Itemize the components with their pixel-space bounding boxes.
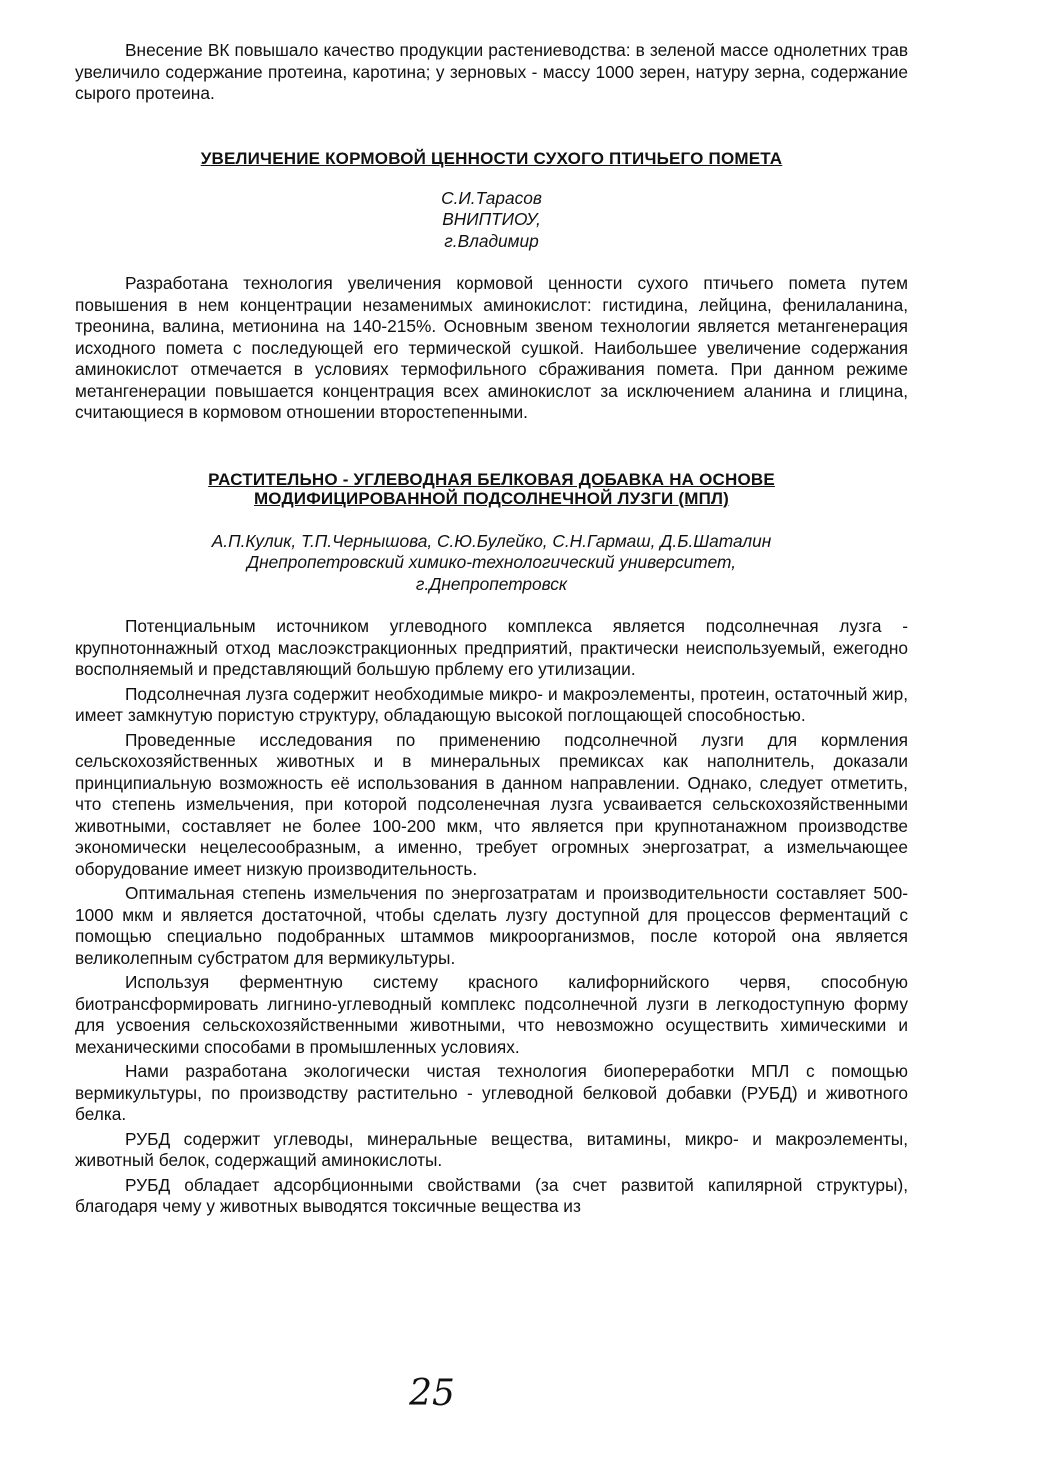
article1-title: УВЕЛИЧЕНИЕ КОРМОВОЙ ЦЕННОСТИ СУХОГО ПТИЧЬЕГО ПОМЕТА	[200, 148, 783, 168]
article2-paragraph: Используя ферментную систему красного калифорнийского червя, способную биотрансформировать лигнино-углеводный комплекс подсолнечной лузги в легкодоступную форму для усвоения сельскохозяйственными животными, что невозможно осуществить химическими и механическими способами в промышленных условиях.	[75, 972, 908, 1057]
article2-title	[75, 470, 908, 508]
article2-paragraph: РУБД обладает адсорбционными свойствами (за счет развитой капилярной структуры), благодаря чему у животных выводятся токсичные вещества из	[75, 1174, 908, 1216]
article2-body	[75, 616, 908, 1218]
article2-paragraph: Подсолнечная лузга содержит необходимые микро- и макроэлементы, протеин, остаточный жир, имеет замкнутую пористую структуру, обладающую высокой поглощающей способностью.	[75, 683, 908, 725]
article2-paragraph: Оптимальная степень измельчения по энергозатратам и производительности составляет 500-1000 мкм и является достаточной, чтобы сделать лузгу доступной для процессов ферментаций с помощью специально подобранных штаммов микроорганизмов, после которой она является великолепным субстратом для вермикультуры.	[75, 883, 908, 968]
article2-paragraph: Потенциальным источником углеводного комплекса является подсолнечная лузга - крупнотоннажный отход маслоэкстракционных предприятий, практически неиспользуемый, ежегодно восполняемый и представляющий большую прблему его утилизации.	[75, 616, 908, 679]
article2-paragraph: Нами разработана экологически чистая технология биопереработки МПЛ с помощью вермикультуры, по производству растительно - углеводной белковой добавки (РУБД) и животного белка.	[75, 1061, 908, 1124]
page-number: 25	[409, 1373, 455, 1414]
article1-author: С.И.Тарасов	[441, 187, 542, 208]
article1-byline	[75, 188, 908, 253]
article2-authors: А.П.Кулик, Т.П.Чернышова, С.Ю.Булейко, С.Н.Гармаш, Д.Б.Шаталин	[211, 530, 772, 551]
article1-institution: ВНИПТИОУ,	[442, 209, 541, 229]
article2-city: г.Днепропетровск	[415, 573, 568, 594]
article1-city: г.Владимир	[444, 230, 539, 251]
article2-paragraph: РУБД содержит углеводы, минеральные вещества, витамины, микро- и макроэлементы, животный белок, содержащий аминокислоты.	[75, 1128, 908, 1170]
page-content	[75, 40, 908, 1218]
article2-title-line2: МОДИФИЦИРОВАННОЙ ПОДСОЛНЕЧНОЙ ЛУЗГИ (МПЛ)	[253, 488, 730, 508]
article2-paragraph: Проведенные исследования по применению подсолнечной лузги для кормления сельскохозяйственных животных и в минеральных премиксах как наполнитель, доказали принципиальную возможность её использования в данном направлении. Однако, следует отметить, что степень измельчения, при которой подсоленечная лузга усваивается сельскохозяйственными животными, составляет не более 100-200 мкм, что является при крупнотанажном производстве экономически нецелесообразным, а именно, требует огромных энергозатрат, а измельчающее оборудование имеет низкую производительность.	[75, 729, 908, 879]
article2-title-line1: РАСТИТЕЛЬНО - УГЛЕВОДНАЯ БЕЛКОВАЯ ДОБАВКА НА ОСНОВЕ	[208, 469, 775, 489]
article1-paragraph: Разработана технология увеличения кормовой ценности сухого птичьего помета путем повышения в нем концентрации незаменимых аминокислот: гистидина, лейцина, фенилаланина, треонина, валина, метионина на 140-215%. Основным звеном технологии является метангенерация исходного помета с последующей его термической сушкой. Наибольшее увеличение содержания аминокислот отмечается в условиях термофильного сбраживания помета. При данном режиме метангенерации повышается концентрация всех аминокислот за исключением аланина и глицина, считающиеся в кормовом отношении второстепенными.	[75, 273, 908, 422]
article2-institution: Днепропетровский химико-технологический университет,	[246, 552, 737, 572]
intro-paragraph: Внесение ВК повышало качество продукции растениеводства: в зеленой массе однолетних трав увеличило содержание протеина, каротина; у зерновых - массу 1000 зерен, натуру зерна, содержание сырого протеина.	[75, 40, 908, 103]
article2-byline	[75, 531, 908, 596]
